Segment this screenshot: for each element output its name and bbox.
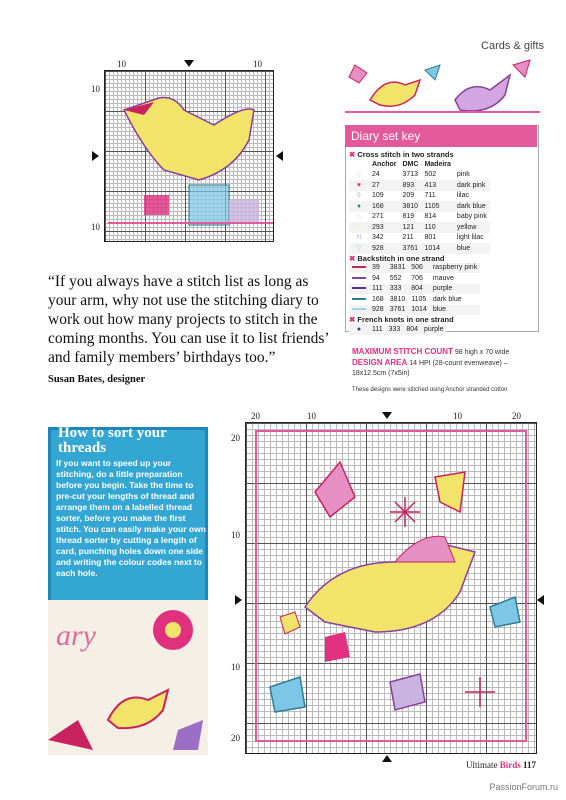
- cross-symbol: ♥: [349, 180, 369, 191]
- chart-small-tick-top-right: 10: [253, 59, 262, 69]
- colour-name: light lilac: [456, 234, 484, 242]
- cross-symbol: ♡: [355, 171, 363, 179]
- chart-small-tick-top: 10: [117, 59, 126, 69]
- chart-large-center-arrow-left: [235, 595, 242, 605]
- dmc-code: 3761: [387, 305, 409, 316]
- madeira-code: 506: [408, 263, 430, 274]
- anchor-code: 94: [372, 274, 380, 282]
- cross-row: [349, 170, 490, 181]
- madeira-code: 110: [421, 222, 453, 233]
- cross-symbol: ○: [349, 222, 369, 233]
- cross-symbol: N: [356, 234, 362, 242]
- dmc-code: 211: [402, 234, 414, 242]
- colour-name: dark pink: [454, 180, 490, 191]
- magazine-name-2: Birds: [499, 760, 521, 770]
- key-title: Diary set key: [345, 125, 537, 147]
- backstitch-line-icon: [349, 263, 369, 274]
- dmc-code: 3831: [387, 263, 409, 274]
- cross-row: [349, 243, 490, 254]
- anchor-code: 293: [369, 222, 400, 233]
- chart-large-tick-left-4: 20: [231, 733, 240, 743]
- anchor-code: 928: [369, 305, 387, 316]
- col-anchor: Anchor: [372, 160, 397, 168]
- key-footnote: These designs were stitched using Anchor stranded cotton: [352, 387, 508, 393]
- chart-small-center-arrow-right: [276, 151, 283, 161]
- colour-name: yellow: [454, 222, 490, 233]
- madeira-code: 711: [424, 192, 436, 200]
- anchor-code: 39: [369, 263, 387, 274]
- backstitch-row: [349, 305, 480, 316]
- madeira-code: 801: [424, 234, 437, 242]
- chart-small-tick-left-bottom: 10: [91, 222, 100, 232]
- dmc-code: 3810: [400, 201, 422, 212]
- backstitch-table: [349, 263, 480, 316]
- colour-name: dark blue: [454, 201, 490, 212]
- col-dmc: DMC: [402, 160, 419, 168]
- dmc-code: 121: [400, 222, 422, 233]
- dmc-code: 552: [389, 274, 402, 282]
- colour-name: blue: [454, 243, 490, 254]
- anchor-code: 168: [372, 295, 384, 303]
- chart-small-motif: [104, 70, 276, 242]
- tip-title: How to sort your threads: [58, 425, 167, 456]
- colour-name: lilac: [456, 192, 469, 200]
- cross-row: [349, 201, 490, 212]
- madeira-code: 804: [403, 324, 421, 335]
- chart-large-tick-left-3: 10: [231, 662, 240, 672]
- madeira-code: 1105: [421, 201, 453, 212]
- dmc-code: 893: [400, 180, 422, 191]
- photo-stitched-text: ary: [56, 619, 96, 652]
- madeira-code: 1105: [411, 295, 427, 303]
- anchor-code: 342: [372, 234, 384, 242]
- key-section-cross: ✖ Cross stitch in two strands: [349, 150, 454, 159]
- anchor-code: 27: [369, 180, 400, 191]
- colour-name: mauve: [432, 274, 454, 282]
- chart-large-tick-top-3: 10: [453, 411, 462, 421]
- cross-row: [349, 222, 490, 233]
- colour-name: raspberry pink: [430, 263, 480, 274]
- backstitch-line-icon: [349, 294, 369, 305]
- dmc-code: 3810: [389, 295, 406, 303]
- cross-row: [349, 191, 490, 202]
- colour-name: baby pink: [456, 213, 487, 221]
- dmc-code: 819: [402, 213, 415, 221]
- stitched-sample-photo: [48, 600, 208, 755]
- anchor-code: 168: [369, 201, 400, 212]
- colour-name: blue: [430, 305, 480, 316]
- stitched-birds-illustration: [345, 55, 540, 120]
- magazine-name-1: Ultimate: [465, 760, 498, 770]
- backstitch-row: [349, 263, 480, 274]
- chart-small-center-arrow-left: [92, 151, 99, 161]
- pink-flower-icon: [349, 65, 367, 83]
- chart-large-tick-top-4: 20: [512, 411, 521, 421]
- madeira-code: 706: [411, 274, 423, 282]
- backstitch-line-icon: [349, 305, 369, 316]
- key-section-backstitch: ✖ Backstitch in one strand: [349, 253, 445, 263]
- tip-body: If you want to speed up your stitching, do a little preparation before you begin. Take the time to pre-cut your lengths of thread and arrange them on a labelled thread sorter, before you make the first stitch. You can easily make your own thread sorter by cutting a length of card, punching holes down one side and writing the colour codes next to each hole.: [56, 458, 206, 578]
- anchor-code: 111: [369, 284, 387, 295]
- anchor-code: 109: [372, 192, 384, 200]
- section-header: Cards & gifts: [481, 40, 544, 52]
- max-count-value: 98 high x 70 wide: [454, 349, 510, 356]
- chart-large-tick-left-2: 10: [231, 530, 240, 540]
- chart-small-center-arrow-top: [184, 60, 194, 67]
- knot-row: [349, 324, 446, 335]
- cross-row: [349, 212, 490, 223]
- chart-large-tick-top-2: 10: [307, 411, 316, 421]
- cross-symbol: ▽: [349, 243, 369, 254]
- key-contents: [349, 150, 537, 335]
- quote-author: Susan Bates, designer: [48, 374, 146, 385]
- chart-large-center-arrow-bottom: [382, 755, 392, 762]
- dmc-code: 3761: [400, 243, 422, 254]
- cross-row: [349, 180, 490, 191]
- knot-dot-icon: ●: [349, 324, 369, 335]
- design-area-value: 14 HPI (28-count evenweave) – 18x12.5cm (7x5in): [352, 360, 508, 377]
- chart-large-center-arrow-top: [382, 412, 392, 419]
- colour-name: purple: [430, 284, 480, 295]
- chart-large-center-arrow-right: [537, 595, 544, 605]
- backstitch-row: [349, 294, 480, 305]
- madeira-code: 814: [424, 213, 437, 221]
- chart-large-tick-top-1: 20: [251, 411, 260, 421]
- dmc-code: 333: [386, 324, 404, 335]
- anchor-code: 24: [372, 171, 380, 179]
- designer-quote: “If you always have a stitch list as long as your arm, why not use the stitching diary to work out how many projects to stitch in the coming months. You can use it to list friends’ and family members’ birthdays too.”: [48, 273, 329, 366]
- madeira-code: 1014: [421, 243, 453, 254]
- design-area-label: DESIGN AREA: [352, 358, 408, 367]
- key-section-knots: ✖ French knots in one strand: [349, 315, 454, 324]
- anchor-code: 928: [369, 243, 400, 254]
- dmc-code: 333: [387, 284, 409, 295]
- page-footer: [466, 760, 536, 770]
- cross-symbol: ◊: [357, 192, 361, 200]
- dmc-code: 209: [402, 192, 415, 200]
- colour-name: purple: [421, 324, 446, 335]
- chart-large-tick-left-1: 20: [231, 433, 240, 443]
- max-count-label: MAXIMUM STITCH COUNT: [352, 347, 453, 356]
- watermark: PassionForum.ru: [489, 782, 558, 792]
- colour-name: dark blue: [432, 295, 462, 303]
- madeira-code: 502: [424, 171, 437, 179]
- madeira-code: 413: [421, 180, 453, 191]
- backstitch-row: [349, 284, 480, 295]
- chart-large-motif: [245, 422, 537, 754]
- cross-symbol: ◇: [356, 213, 362, 221]
- dmc-code: 3713: [402, 171, 419, 179]
- cross-stitch-table: [349, 159, 490, 254]
- cross-symbol: ♦: [349, 201, 369, 212]
- colour-name: pink: [456, 171, 470, 179]
- madeira-code: 804: [408, 284, 430, 295]
- anchor-code: 111: [369, 324, 386, 335]
- stitch-stats: [352, 347, 542, 379]
- anchor-code: 271: [372, 213, 384, 221]
- backstitch-line-icon: [349, 284, 369, 295]
- chart-small-tick-left-top: 10: [91, 84, 100, 94]
- backstitch-row: [349, 273, 480, 284]
- col-madeira: Madeira: [424, 160, 451, 168]
- french-knot-table: [349, 324, 446, 335]
- madeira-code: 1014: [408, 305, 430, 316]
- backstitch-line-icon: [349, 273, 369, 284]
- page-number: 117: [522, 760, 536, 770]
- cross-row: [349, 233, 490, 244]
